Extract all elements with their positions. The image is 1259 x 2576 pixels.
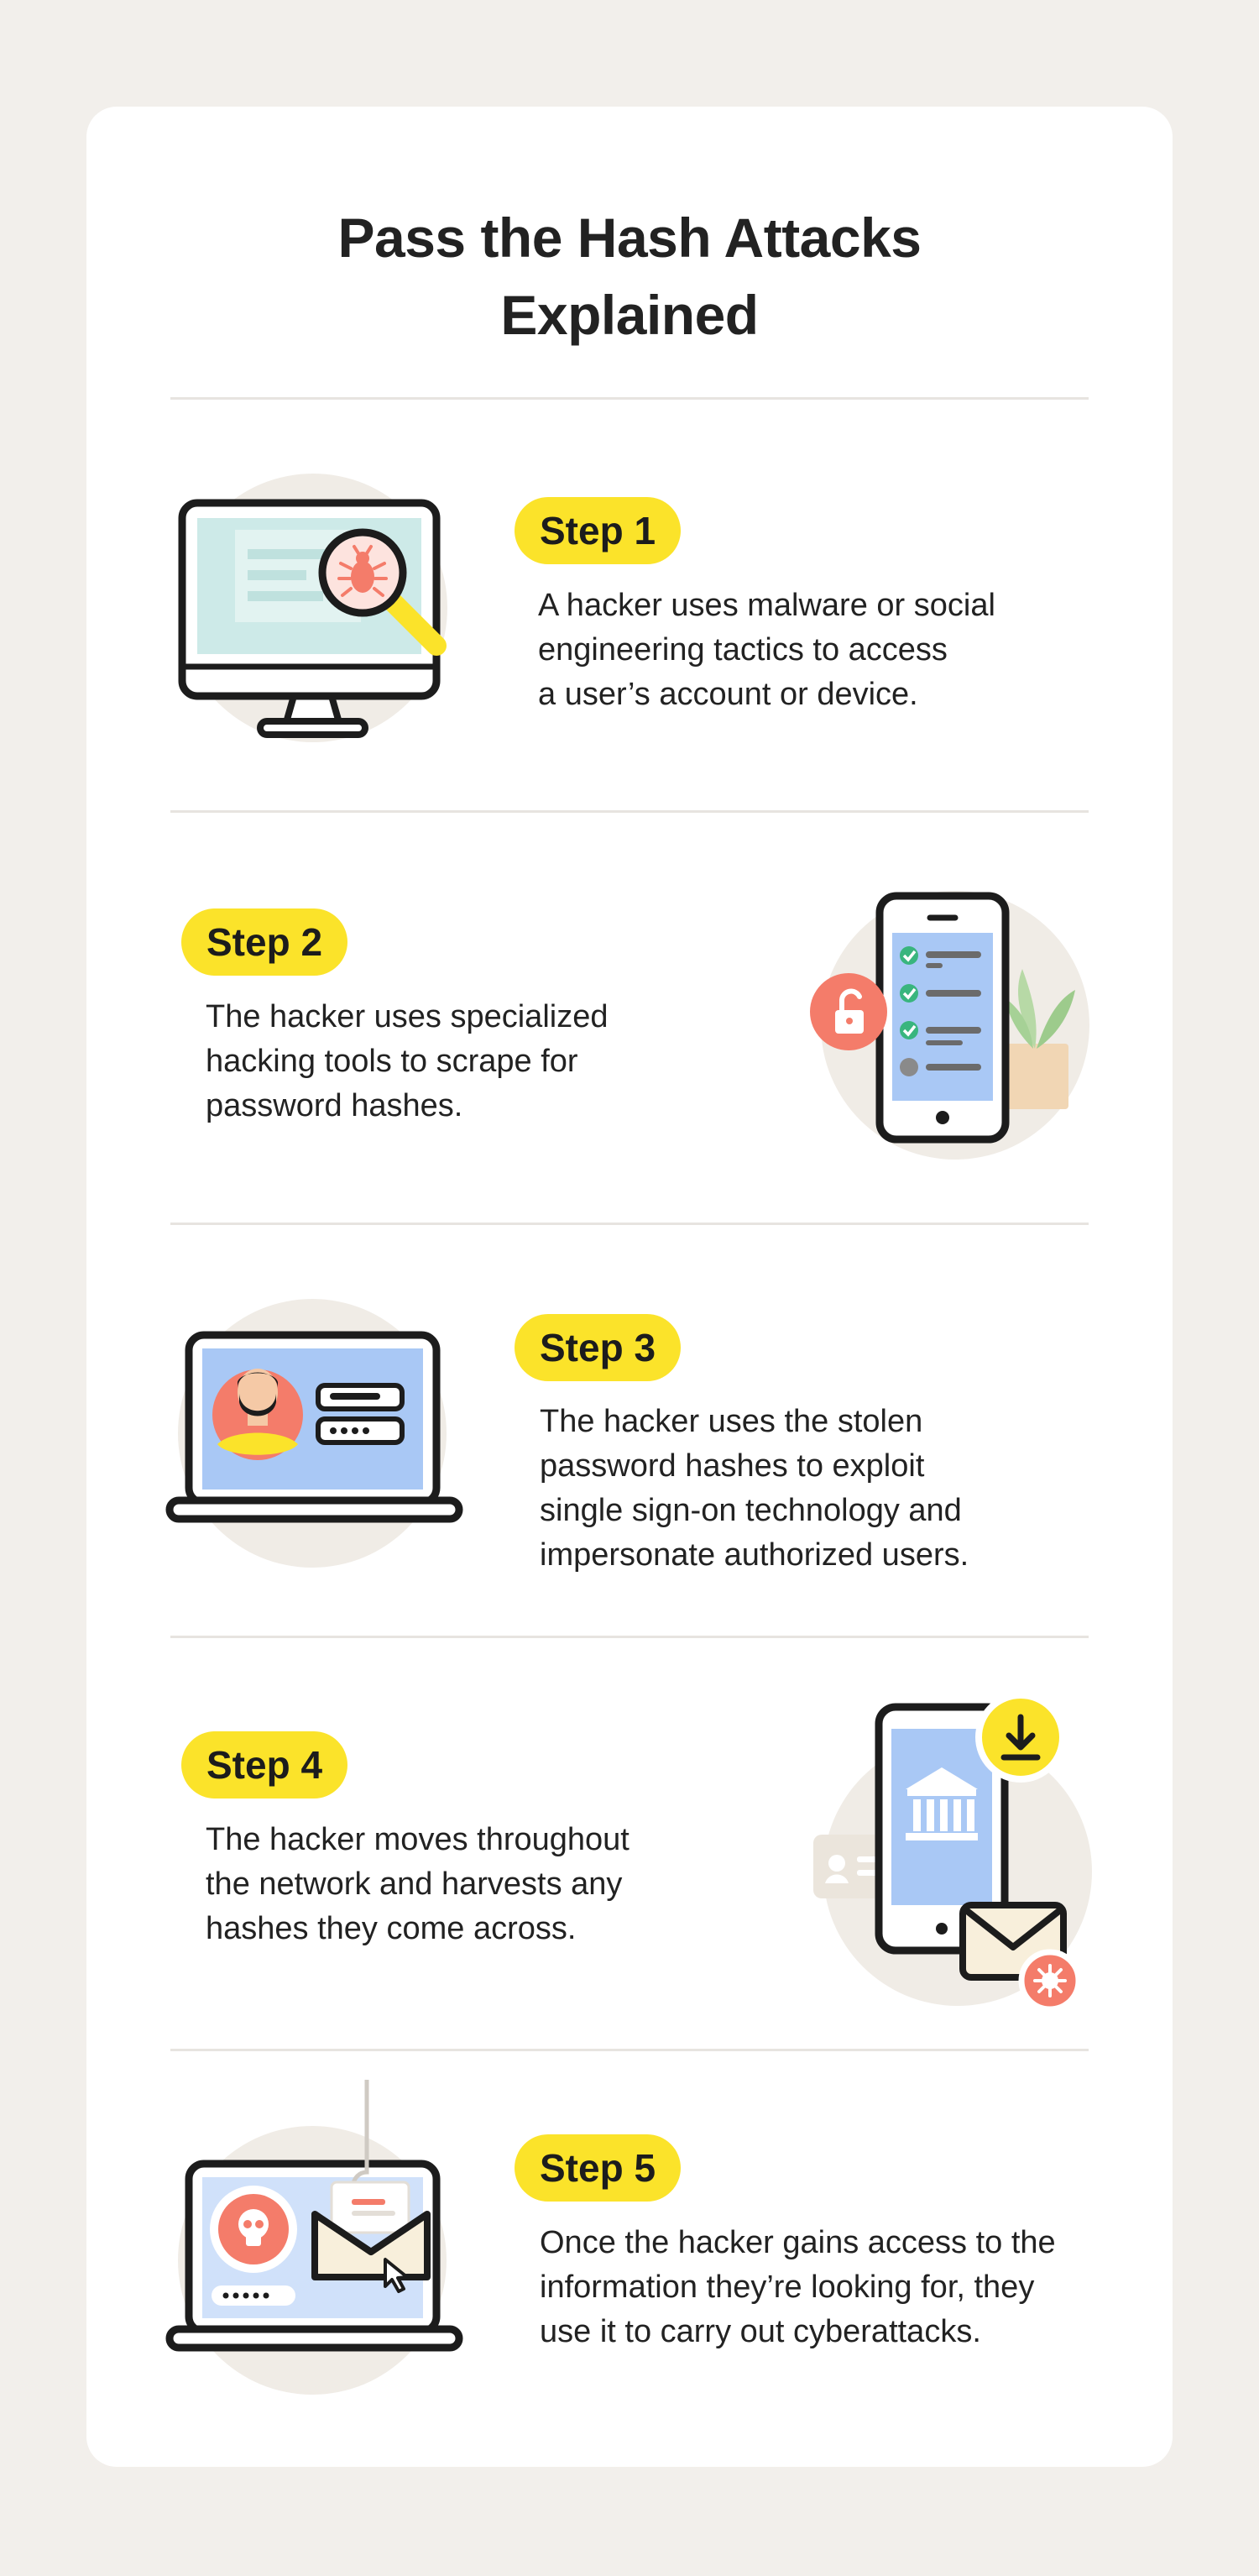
step-4-description [206, 1818, 630, 1951]
step-1-description [538, 584, 995, 717]
divider [170, 397, 1089, 400]
step-1-badge: Step 1 [515, 497, 681, 564]
divider [170, 810, 1089, 813]
phone-checklist-unlock-icon [808, 889, 1094, 1166]
step-3-badge: Step 3 [515, 1314, 681, 1381]
step-3-line-3: single sign-on technology and [540, 1493, 962, 1528]
infographic-card [86, 107, 1173, 2467]
laptop-phishing-skull-icon [165, 2080, 484, 2399]
step-5-description [540, 2221, 1056, 2354]
step-4-line-1: The hacker moves throughout [206, 1822, 630, 1857]
step-1-line-2: engineering tactics to access [538, 632, 948, 668]
step-2-description [206, 995, 608, 1128]
title-line-1: Pass the Hash Attacks [337, 207, 922, 269]
step-5-badge: Step 5 [515, 2134, 681, 2202]
monitor-magnifier-bug-icon [176, 469, 562, 772]
step-4-line-2: the network and harvests any [206, 1867, 623, 1902]
divider [170, 1223, 1089, 1225]
step-2-line-3: password hashes. [206, 1088, 463, 1123]
divider [170, 2049, 1089, 2051]
step-2-line-1: The hacker uses specialized [206, 999, 609, 1034]
step-1-line-1: A hacker uses malware or social [538, 588, 995, 623]
step-4-badge: Step 4 [181, 1731, 347, 1798]
page-title [86, 199, 1173, 353]
divider [170, 1636, 1089, 1638]
step-3-line-4: impersonate authorized users. [540, 1537, 969, 1573]
step-5-line-1: Once the hacker gains access to the [540, 2225, 1056, 2260]
step-3-line-1: The hacker uses the stolen [540, 1404, 923, 1439]
step-2-badge: Step 2 [181, 908, 347, 976]
title-line-2: Explained [500, 284, 759, 346]
step-5-line-3: use it to carry out cyberattacks. [540, 2314, 981, 2349]
step-5-line-2: information they’re looking for, they [540, 2270, 1035, 2305]
step-3-description [540, 1400, 969, 1578]
step-1-line-3: a user’s account or device. [538, 677, 918, 712]
step-3-line-2: password hashes to exploit [540, 1448, 925, 1484]
step-2-line-2: hacking tools to scrape for [206, 1044, 578, 1079]
laptop-user-login-icon [165, 1295, 484, 1580]
step-4-line-3: hashes they come across. [206, 1911, 577, 1946]
phone-bank-download-mail-virus-icon [807, 1685, 1109, 2021]
